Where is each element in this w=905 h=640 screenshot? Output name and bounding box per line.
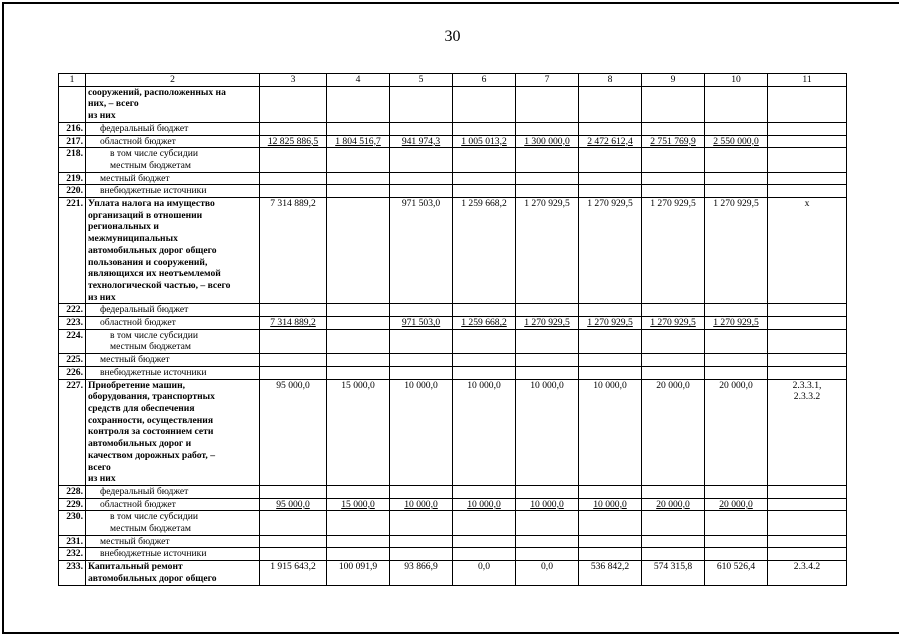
row-name-line: местный бюджет — [100, 354, 170, 366]
value-cell: 10 000,0 — [390, 498, 453, 511]
reference-cell — [768, 148, 847, 172]
row-name-line: Уплата налога на имущество — [88, 198, 215, 210]
value-cell — [705, 329, 768, 353]
value-cell — [579, 304, 642, 317]
row-name-line: Приобретение машин, — [88, 379, 186, 391]
value-cell — [453, 122, 516, 135]
table-row — [59, 498, 847, 511]
value-cell — [390, 354, 453, 367]
row-name-line: областной бюджет — [100, 135, 176, 147]
value-cell — [642, 329, 705, 353]
value-cell — [453, 511, 516, 535]
row-name-line: межмуниципальных — [88, 233, 178, 245]
value-cell — [327, 548, 390, 561]
value-cell: 574 315,8 — [642, 561, 705, 585]
header-cell: 6 — [453, 74, 516, 87]
row-name — [86, 135, 260, 148]
row-name — [86, 86, 260, 122]
value-cell: 15 000,0 — [327, 498, 390, 511]
value-cell: 971 503,0 — [390, 317, 453, 330]
row-number: 233. — [59, 561, 86, 585]
value-cell — [579, 148, 642, 172]
row-name-line: оборудования, транспортных — [88, 391, 215, 403]
reference-cell — [768, 86, 847, 122]
value-cell: 10 000,0 — [516, 498, 579, 511]
table-row — [59, 379, 847, 485]
table-row — [59, 86, 847, 122]
value-cell — [705, 366, 768, 379]
row-name-line: внебюджетные источники — [100, 548, 207, 560]
table-row — [59, 135, 847, 148]
value-cell — [453, 185, 516, 198]
value-cell: 10 000,0 — [579, 498, 642, 511]
table-row — [59, 304, 847, 317]
value-cell — [390, 122, 453, 135]
value-cell — [579, 354, 642, 367]
row-name-line: Капитальный ремонт — [88, 561, 183, 573]
row-name — [86, 511, 260, 535]
row-name — [86, 122, 260, 135]
header-cell: 8 — [579, 74, 642, 87]
value-cell — [516, 548, 579, 561]
value-cell — [260, 148, 327, 172]
value-cell — [705, 511, 768, 535]
row-number: 223. — [59, 317, 86, 330]
row-name-line: контроля за состоянием сети — [88, 426, 214, 438]
value-cell — [579, 172, 642, 185]
value-cell — [260, 535, 327, 548]
value-cell — [642, 304, 705, 317]
value-cell — [642, 185, 705, 198]
value-cell — [705, 535, 768, 548]
value-cell — [390, 304, 453, 317]
row-name-line: областной бюджет — [100, 317, 176, 329]
value-cell — [390, 86, 453, 122]
value-cell — [516, 354, 579, 367]
value-cell: 7 314 889,2 — [260, 198, 327, 304]
value-cell: 1 270 929,5 — [705, 317, 768, 330]
row-name-line: сооружений, расположенных на — [88, 86, 226, 98]
value-cell: 20 000,0 — [642, 379, 705, 485]
row-name-line: пользования и сооружений, — [88, 256, 208, 268]
value-cell — [453, 172, 516, 185]
reference-cell — [768, 172, 847, 185]
row-name — [86, 354, 260, 367]
value-cell: 95 000,0 — [260, 379, 327, 485]
value-cell — [453, 354, 516, 367]
value-cell — [516, 329, 579, 353]
value-cell — [705, 485, 768, 498]
value-cell — [260, 548, 327, 561]
value-cell — [579, 86, 642, 122]
header-cell: 2 — [86, 74, 260, 87]
value-cell — [390, 185, 453, 198]
value-cell — [260, 366, 327, 379]
value-cell — [327, 317, 390, 330]
value-cell — [390, 548, 453, 561]
value-cell: 1 259 668,2 — [453, 317, 516, 330]
value-cell — [327, 304, 390, 317]
value-cell — [516, 185, 579, 198]
row-name-line: автомобильных дорог общего — [88, 244, 217, 256]
value-cell — [579, 485, 642, 498]
value-cell: 941 974,3 — [390, 135, 453, 148]
value-cell — [642, 485, 705, 498]
value-cell: 2 751 769,9 — [642, 135, 705, 148]
value-cell: 1 005 013,2 — [453, 135, 516, 148]
value-cell — [390, 148, 453, 172]
row-name-line: в том числе субсидии — [110, 329, 198, 341]
row-name — [86, 498, 260, 511]
row-name-line: качеством дорожных работ, – — [88, 449, 215, 461]
row-name — [86, 329, 260, 353]
table-row — [59, 329, 847, 353]
value-cell: 1 915 643,2 — [260, 561, 327, 585]
value-cell: 2 472 612,4 — [579, 135, 642, 148]
row-number: 218. — [59, 148, 86, 172]
value-cell — [516, 304, 579, 317]
value-cell: 610 526,4 — [705, 561, 768, 585]
value-cell — [705, 172, 768, 185]
value-cell: 971 503,0 — [390, 198, 453, 304]
reference-cell — [768, 198, 847, 304]
table-row — [59, 548, 847, 561]
reference-cell — [768, 185, 847, 198]
row-name-line: федеральный бюджет — [100, 122, 189, 134]
row-number: 232. — [59, 548, 86, 561]
reference-cell — [768, 548, 847, 561]
value-cell — [579, 366, 642, 379]
value-cell — [260, 485, 327, 498]
value-cell — [390, 511, 453, 535]
value-cell — [516, 86, 579, 122]
value-cell: 10 000,0 — [390, 379, 453, 485]
reference-line: 2.3.3.1, — [792, 379, 822, 391]
value-cell — [327, 148, 390, 172]
value-cell — [516, 366, 579, 379]
header-cell: 9 — [642, 74, 705, 87]
value-cell: 1 270 929,5 — [579, 317, 642, 330]
value-cell — [327, 485, 390, 498]
reference-cell — [768, 511, 847, 535]
value-cell — [390, 329, 453, 353]
value-cell — [390, 172, 453, 185]
row-number: 230. — [59, 511, 86, 535]
value-cell — [453, 329, 516, 353]
value-cell — [327, 354, 390, 367]
table-row — [59, 122, 847, 135]
value-cell — [705, 122, 768, 135]
header-cell: 4 — [327, 74, 390, 87]
value-cell — [516, 535, 579, 548]
row-name — [86, 198, 260, 304]
value-cell — [327, 122, 390, 135]
row-name-line: автомобильных дорог общего — [88, 572, 217, 584]
value-cell — [260, 185, 327, 198]
row-number: 224. — [59, 329, 86, 353]
value-cell — [642, 172, 705, 185]
table-row — [59, 511, 847, 535]
row-name-line: федеральный бюджет — [100, 485, 189, 497]
reference-cell — [768, 135, 847, 148]
row-name-line: местным бюджетам — [110, 159, 191, 171]
value-cell — [327, 198, 390, 304]
row-name-line: в том числе субсидии — [110, 511, 198, 523]
row-name-line: внебюджетные источники — [100, 366, 207, 378]
value-cell — [705, 354, 768, 367]
row-name-line: технологической частью, – всего — [88, 279, 231, 291]
value-cell — [260, 304, 327, 317]
value-cell — [705, 148, 768, 172]
value-cell — [327, 366, 390, 379]
row-name-line: местным бюджетам — [110, 341, 191, 353]
header-row — [59, 74, 847, 87]
value-cell — [642, 535, 705, 548]
row-name-line: всего — [88, 461, 111, 473]
value-cell: 20 000,0 — [705, 379, 768, 485]
value-cell — [327, 185, 390, 198]
header-cell: 1 — [59, 74, 86, 87]
value-cell — [390, 485, 453, 498]
row-name-line: организаций в отношении — [88, 209, 203, 221]
value-cell — [327, 329, 390, 353]
value-cell — [516, 485, 579, 498]
value-cell — [705, 304, 768, 317]
reference-cell — [768, 366, 847, 379]
reference-line: 2.3.4.2 — [793, 561, 821, 573]
value-cell: 1 300 000,0 — [516, 135, 579, 148]
value-cell: 7 314 889,2 — [260, 317, 327, 330]
reference-cell — [768, 498, 847, 511]
value-cell: 1 804 516,7 — [327, 135, 390, 148]
row-name-line: федеральный бюджет — [100, 304, 189, 316]
value-cell: 1 270 929,5 — [579, 198, 642, 304]
value-cell — [453, 148, 516, 172]
value-cell: 100 091,9 — [327, 561, 390, 585]
value-cell — [327, 86, 390, 122]
value-cell — [642, 148, 705, 172]
table-row — [59, 366, 847, 379]
row-number: 227. — [59, 379, 86, 485]
value-cell — [516, 172, 579, 185]
table-row — [59, 561, 847, 585]
row-name — [86, 485, 260, 498]
row-name-line: местный бюджет — [100, 172, 170, 184]
reference-cell — [768, 317, 847, 330]
value-cell — [453, 86, 516, 122]
row-name-line: из них — [88, 291, 116, 303]
header-cell: 10 — [705, 74, 768, 87]
row-name-line: автомобильных дорог и — [88, 438, 192, 450]
table-row — [59, 535, 847, 548]
value-cell — [453, 535, 516, 548]
row-name — [86, 535, 260, 548]
value-cell — [390, 366, 453, 379]
value-cell: 2 550 000,0 — [705, 135, 768, 148]
value-cell — [327, 535, 390, 548]
value-cell — [642, 366, 705, 379]
value-cell — [453, 485, 516, 498]
value-cell — [516, 511, 579, 535]
value-cell — [453, 304, 516, 317]
row-number: 216. — [59, 122, 86, 135]
header-cell: 5 — [390, 74, 453, 87]
value-cell — [642, 511, 705, 535]
value-cell — [705, 86, 768, 122]
value-cell: 1 270 929,5 — [516, 198, 579, 304]
row-name — [86, 304, 260, 317]
row-number: 231. — [59, 535, 86, 548]
row-number: 219. — [59, 172, 86, 185]
value-cell: 1 259 668,2 — [453, 198, 516, 304]
value-cell — [579, 329, 642, 353]
value-cell: 0,0 — [453, 561, 516, 585]
row-name-line: являющихся их неотъемлемой — [88, 268, 221, 280]
header-cell: 7 — [516, 74, 579, 87]
value-cell: 12 825 886,5 — [260, 135, 327, 148]
table-row — [59, 198, 847, 304]
value-cell — [327, 511, 390, 535]
value-cell: 93 866,9 — [390, 561, 453, 585]
value-cell — [642, 354, 705, 367]
header-cell: 11 — [768, 74, 847, 87]
value-cell: 15 000,0 — [327, 379, 390, 485]
value-cell — [453, 366, 516, 379]
reference-cell — [768, 379, 847, 485]
value-cell — [327, 172, 390, 185]
row-name-line: региональных и — [88, 221, 159, 233]
value-cell — [705, 185, 768, 198]
reference-cell — [768, 122, 847, 135]
row-number: 222. — [59, 304, 86, 317]
value-cell: 1 270 929,5 — [642, 198, 705, 304]
table-row — [59, 485, 847, 498]
budget-table — [58, 73, 847, 586]
row-name-line: местным бюджетам — [110, 523, 191, 535]
row-name-line: областной бюджет — [100, 498, 176, 510]
value-cell — [260, 86, 327, 122]
header-cell: 3 — [260, 74, 327, 87]
row-number: 220. — [59, 185, 86, 198]
value-cell: 1 270 929,5 — [516, 317, 579, 330]
table-row — [59, 148, 847, 172]
page-number: 30 — [444, 28, 461, 45]
row-number: 226. — [59, 366, 86, 379]
reference-line: 2.3.3.2 — [793, 391, 821, 403]
value-cell: 10 000,0 — [453, 498, 516, 511]
row-name — [86, 185, 260, 198]
row-name-line: из них — [88, 473, 116, 485]
row-number: 217. — [59, 135, 86, 148]
row-name-line: средств для обеспечения — [88, 402, 195, 414]
reference-cell — [768, 485, 847, 498]
table-row — [59, 172, 847, 185]
row-name-line: сохранности, осуществления — [88, 414, 214, 426]
value-cell — [579, 548, 642, 561]
row-name — [86, 172, 260, 185]
row-number: 225. — [59, 354, 86, 367]
value-cell: 95 000,0 — [260, 498, 327, 511]
table-row — [59, 317, 847, 330]
value-cell: 20 000,0 — [642, 498, 705, 511]
value-cell — [516, 122, 579, 135]
value-cell — [260, 354, 327, 367]
row-name — [86, 548, 260, 561]
reference-cell — [768, 304, 847, 317]
value-cell — [642, 122, 705, 135]
value-cell — [390, 535, 453, 548]
row-name-line: в том числе субсидии — [110, 148, 198, 160]
row-name — [86, 561, 260, 585]
table-row — [59, 185, 847, 198]
value-cell: 1 270 929,5 — [705, 198, 768, 304]
value-cell: 20 000,0 — [705, 498, 768, 511]
row-name — [86, 317, 260, 330]
row-name-line: местный бюджет — [100, 535, 170, 547]
row-name-line: внебюджетные источники — [100, 185, 207, 197]
value-cell — [579, 535, 642, 548]
reference-cell — [768, 561, 847, 585]
value-cell — [579, 511, 642, 535]
reference-cell — [768, 535, 847, 548]
row-name — [86, 366, 260, 379]
value-cell — [579, 122, 642, 135]
value-cell: 536 842,2 — [579, 561, 642, 585]
value-cell: 10 000,0 — [453, 379, 516, 485]
value-cell: 10 000,0 — [579, 379, 642, 485]
value-cell — [516, 148, 579, 172]
row-number: 229. — [59, 498, 86, 511]
row-number: 228. — [59, 485, 86, 498]
row-name-line: них, – всего — [88, 98, 139, 110]
value-cell — [260, 511, 327, 535]
value-cell — [705, 548, 768, 561]
value-cell — [642, 548, 705, 561]
value-cell: 10 000,0 — [516, 379, 579, 485]
value-cell — [642, 86, 705, 122]
value-cell — [260, 329, 327, 353]
row-number — [59, 86, 86, 122]
value-cell — [579, 185, 642, 198]
value-cell — [453, 548, 516, 561]
row-name-line: из них — [88, 110, 116, 122]
value-cell — [260, 172, 327, 185]
row-name — [86, 379, 260, 485]
row-number: 221. — [59, 198, 86, 304]
reference-line: х — [804, 198, 810, 210]
table-row — [59, 354, 847, 367]
reference-cell — [768, 354, 847, 367]
value-cell: 0,0 — [516, 561, 579, 585]
value-cell — [260, 122, 327, 135]
row-name — [86, 148, 260, 172]
reference-cell — [768, 329, 847, 353]
value-cell: 1 270 929,5 — [642, 317, 705, 330]
